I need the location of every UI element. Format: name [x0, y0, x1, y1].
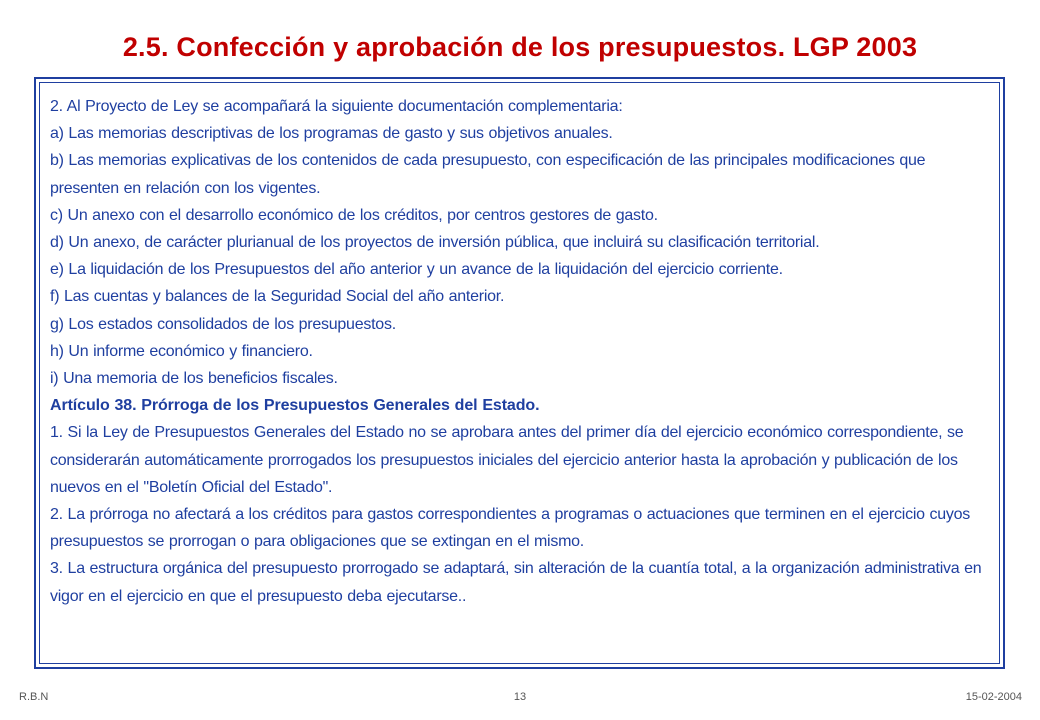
paragraph-item-i: i) Una memoria de los beneficios fiscales. [50, 370, 338, 388]
footer-date: 15-02-2004 [965, 691, 1022, 703]
paragraph-item-c: c) Un anexo con el desarrollo económico de los créditos, por centros gestores de gasto. [50, 206, 658, 224]
content-inner-frame [39, 82, 1000, 664]
footer-page-number: 13 [513, 691, 527, 703]
paragraph-item-d: d) Un anexo, de carácter plurianual de los proyectos de inversión pública, que incluirá su clasificación territorial. [50, 234, 820, 252]
footer-author: R.B.N [19, 691, 49, 703]
paragraph-item-e: e) La liquidación de los Presupuestos del año anterior y un avance de la liquidación del ejercicio corriente. [50, 261, 783, 279]
paragraph-item-f: f) Las cuentas y balances de la Seguridad Social del año anterior. [50, 288, 505, 306]
paragraph-item-a: a) Las memorias descriptivas de los programas de gasto y sus objetivos anuales. [50, 125, 613, 143]
slide-title: 2.5. Confección y aprobación de los presupuestos. LGP 2003 [122, 32, 918, 62]
paragraph-article-1: 1. Si la Ley de Presupuestos Generales del Estado no se aprobara antes del primer día del ejercicio económico correspondiente, se considerarán automáticamente prorrogados los presupuestos iniciales del ejercicio anterior hasta la aprobación y publicación de los nuevos en el "Boletín Oficial del Estado". [50, 424, 964, 496]
paragraph-item-b: b) Las memorias explicativas de los contenidos de cada presupuesto, con especificación de las principales modificaciones que presenten en relación con los vigentes. [50, 152, 926, 197]
paragraph-item-h: h) Un informe económico y financiero. [50, 342, 313, 360]
content-box [34, 77, 1005, 669]
paragraph-article-3: 3. La estructura orgánica del presupuesto prorrogado se adaptará, sin alteración de la cuantía total, a la organización administrativa en vigor en el ejercicio en que el presupuesto deba ejecutarse.. [50, 560, 982, 605]
paragraph-article-2: 2. La prórroga no afectará a los créditos para gastos correspondientes a programas o actuaciones que terminen en el ejercicio cuyos presupuestos se prorrogan o para obligaciones que se extingan en el mismo. [50, 506, 971, 551]
article-heading: Artículo 38. Prórroga de los Presupuestos Generales del Estado. [50, 397, 540, 415]
paragraph-intro: 2. Al Proyecto de Ley se acompañará la siguiente documentación complementaria: [50, 98, 623, 115]
paragraph-item-g: g) Los estados consolidados de los presupuestos. [50, 315, 396, 333]
